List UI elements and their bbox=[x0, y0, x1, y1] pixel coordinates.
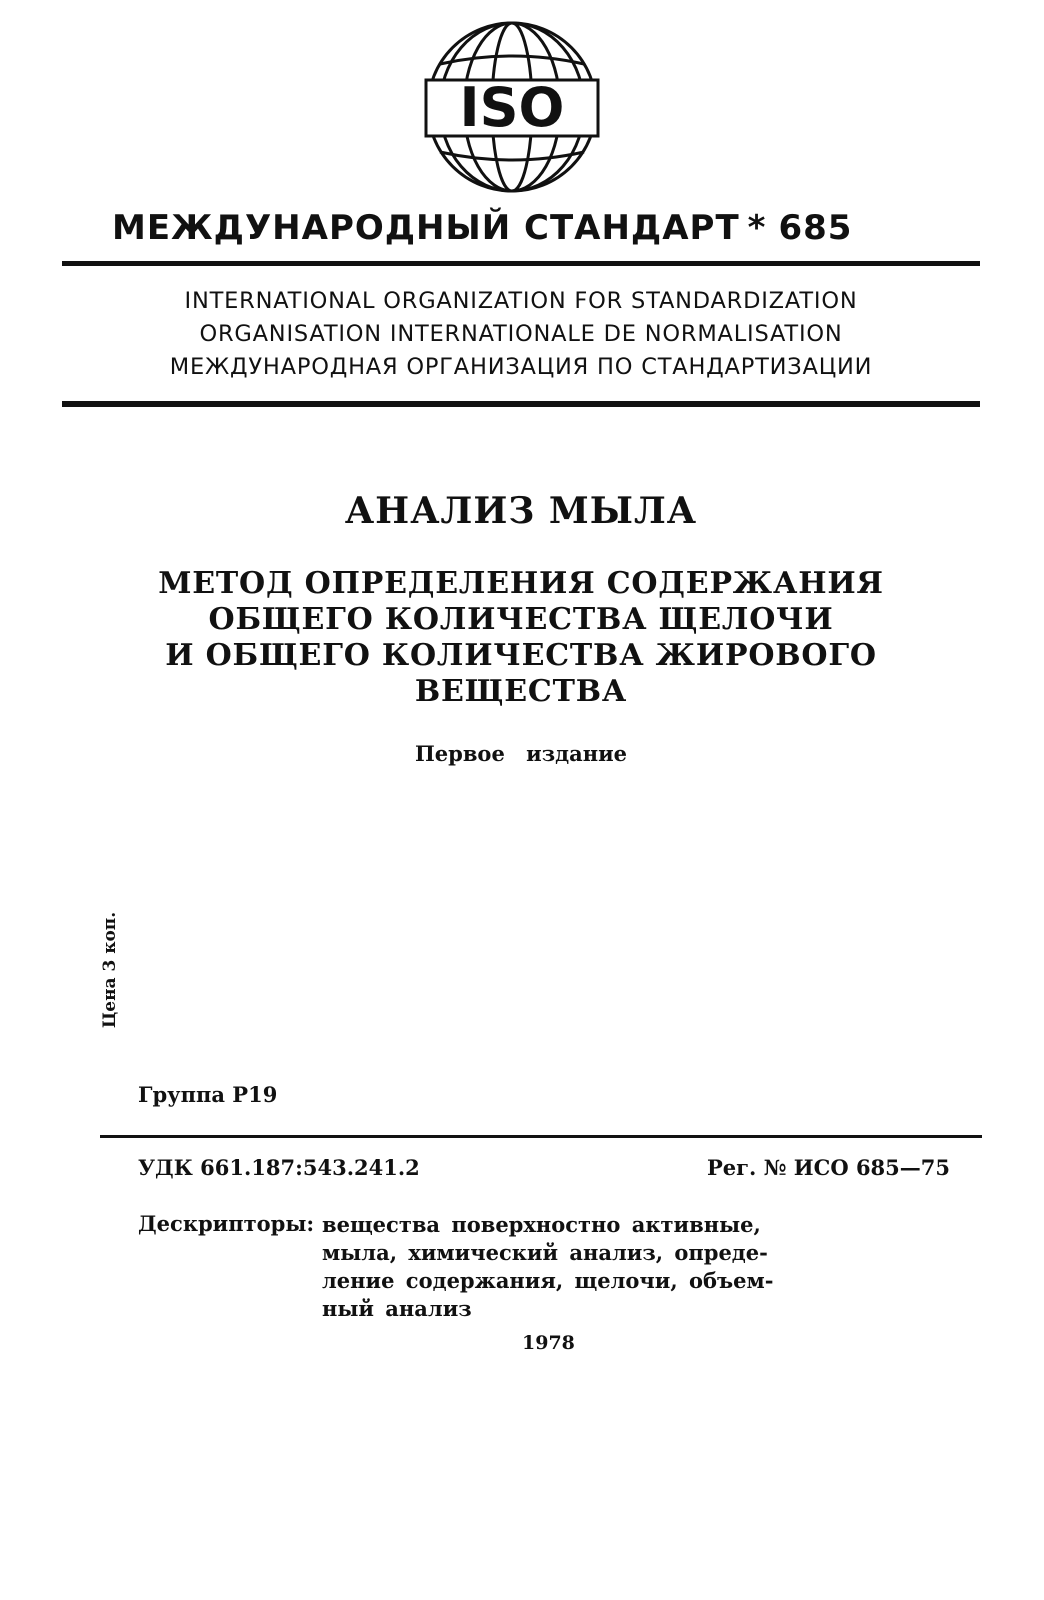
document-title: АНАЛИЗ МЫЛА bbox=[344, 490, 698, 532]
subtitle-line: ОБЩЕГО КОЛИЧЕСТВА ЩЕЛОЧИ bbox=[208, 602, 834, 637]
standard-label: МЕЖДУНАРОДНЫЙ СТАНДАРТ bbox=[112, 208, 740, 248]
descriptors-list bbox=[322, 1211, 822, 1323]
descriptor-line: ление содержания, щелочи, объем- bbox=[322, 1268, 774, 1293]
price-label: Цена 3 коп. bbox=[100, 911, 120, 1029]
descriptor-line: ный анализ bbox=[322, 1296, 472, 1321]
subtitle-line: И ОБЩЕГО КОЛИЧЕСТВА ЖИРОВОГО ВЕЩЕСТВА bbox=[165, 638, 877, 709]
udk-code: УДК 661.187:543.241.2 bbox=[138, 1155, 420, 1180]
org-name-english: INTERNATIONAL ORGANIZATION FOR STANDARDIZATION bbox=[184, 288, 858, 314]
publication-year: 1978 bbox=[522, 1332, 575, 1354]
org-divider bbox=[62, 401, 980, 407]
descriptors-label: Дескрипторы: bbox=[138, 1211, 315, 1236]
standard-heading bbox=[112, 208, 942, 248]
org-name-french: ORGANISATION INTERNATIONALE DE NORMALISATION bbox=[199, 321, 843, 347]
star-mark: * bbox=[747, 208, 767, 248]
descriptor-line: вещества поверхностно активные, bbox=[322, 1212, 761, 1237]
iso-logo bbox=[418, 18, 606, 196]
top-divider bbox=[62, 261, 980, 266]
descriptor-line: мыла, химический анализ, опреде- bbox=[322, 1240, 768, 1265]
group-label: Группа Р19 bbox=[138, 1082, 278, 1107]
registration-number: Рег. № ИСО 685—75 bbox=[707, 1155, 950, 1180]
iso-logo-text: ISO bbox=[459, 76, 565, 139]
standard-number: 685 bbox=[778, 208, 853, 248]
edition-label: Первое издание bbox=[414, 741, 628, 766]
bottom-divider bbox=[100, 1135, 982, 1138]
subtitle-line: МЕТОД ОПРЕДЕЛЕНИЯ СОДЕРЖАНИЯ bbox=[158, 566, 884, 601]
org-name-russian: МЕЖДУНАРОДНАЯ ОРГАНИЗАЦИЯ ПО СТАНДАРТИЗАЦИИ bbox=[169, 354, 873, 380]
document-subtitle bbox=[62, 566, 980, 710]
